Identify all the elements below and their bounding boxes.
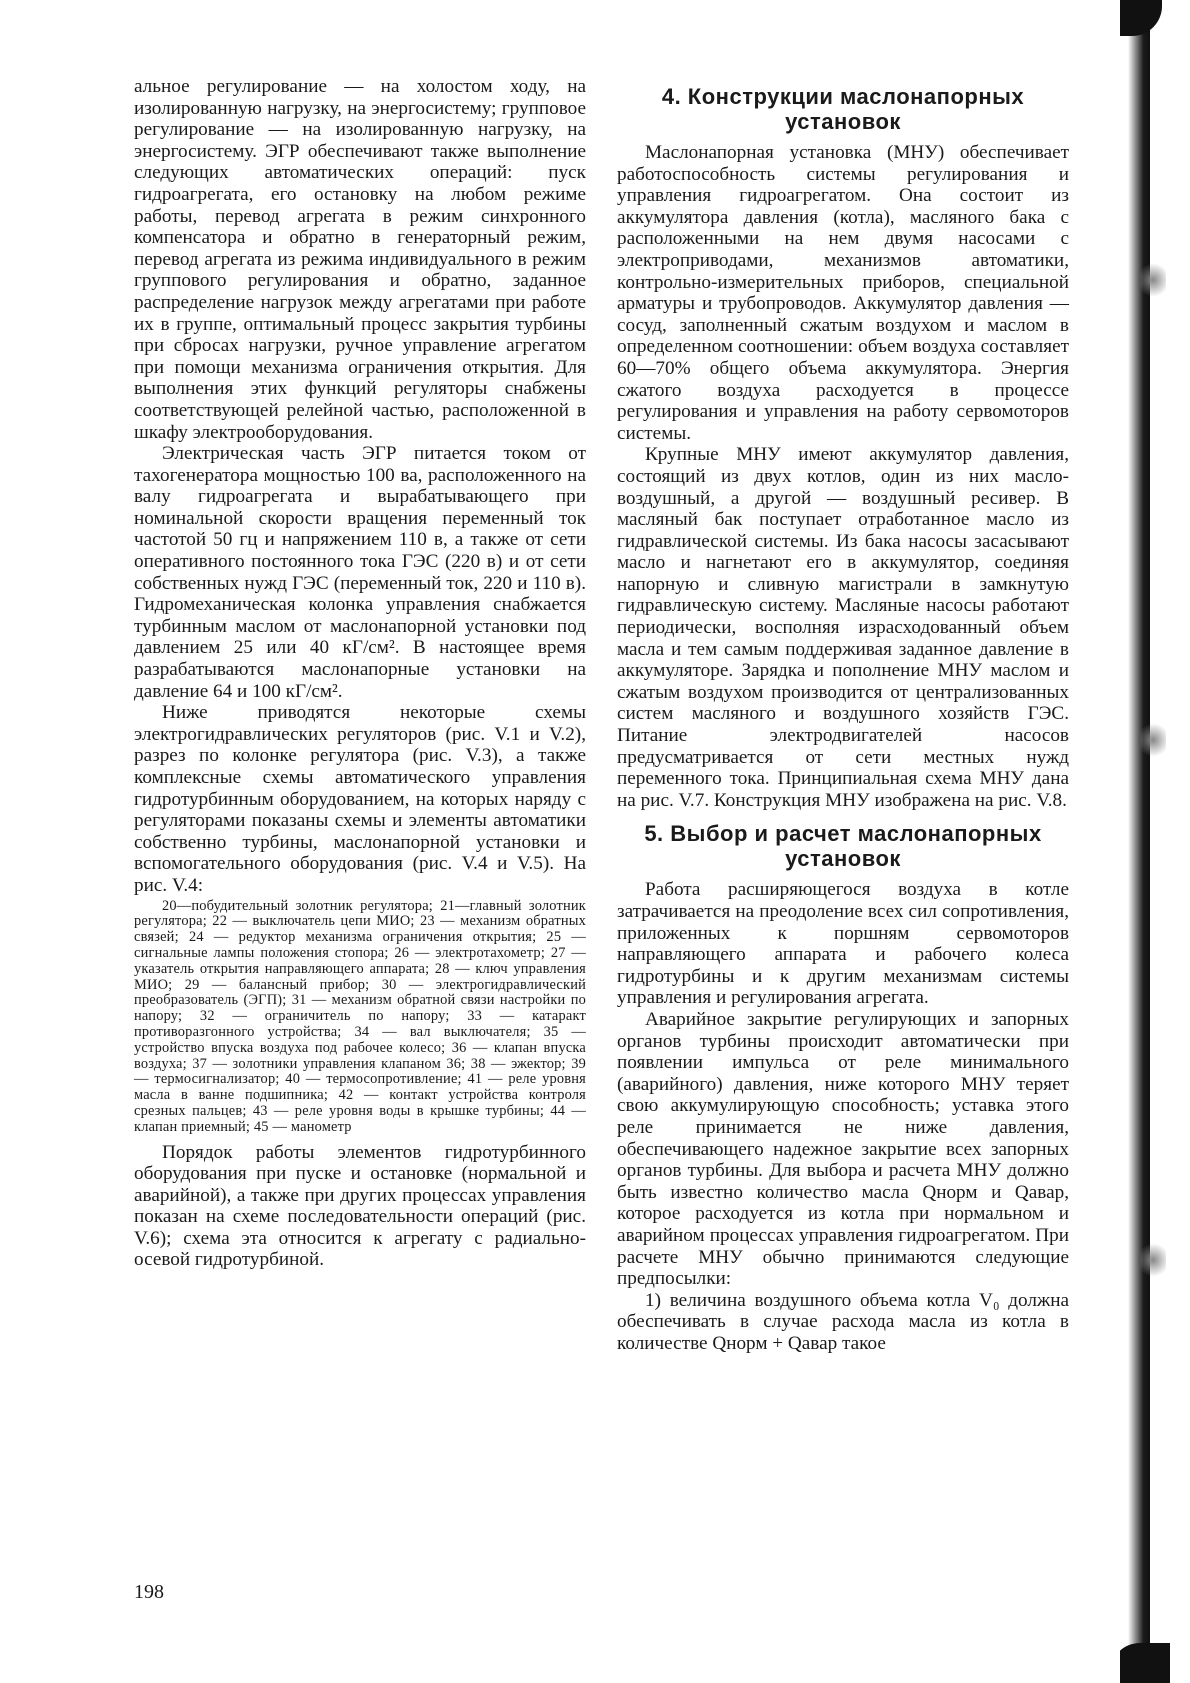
body-paragraph: альное регулирование — на холостом ходу, на изолированную нагрузку, на энергосистему; групповое регулирование — на изолированную нагрузку, на энергосистему. ЭГР обеспечивают также выполнение следующих автоматических операций: пуск гидроагрегата, его остановку на любом режиме работы, перевод агрегата в режим синхронного компенсатора и обратно в генераторный режим, перевод агрегата из режима индивидуального в режим группового регулирования и обратно, заданное распределение нагрузок между агрегатами при работе их в группе, оптимальный процесс закрытия турбины при сбросах нагрузки, ручное управление агрегатом при помощи механизма ограничения открытия. Для выполнения этих функций регуляторы снабжены соответствующей релейной частью, расположенной в шкафу электрооборудования. bbox=[134, 76, 586, 443]
right-column bbox=[617, 76, 1069, 1354]
edge-speck bbox=[1140, 260, 1166, 300]
edge-speck bbox=[1140, 1240, 1166, 1280]
body-paragraph: 1) величина воздушного объема котла V₀ должна обеспечивать в случае расхода масла из котла в количестве Qнорм + Qавар такое bbox=[617, 1289, 1069, 1354]
edge-speck bbox=[1140, 720, 1166, 760]
body-paragraph: Ниже приводятся некоторые схемы электрогидравлических регуляторов (рис. V.1 и V.2), разрез по колонке регулятора (рис. V.3), а также комплексные схемы автоматического управления гидротурбинным оборудованием, на которых наряду с регуляторами показаны схемы и элементы автоматики собственно турбины, маслонапорной установки и вспомогательного оборудования (рис. V.4 и V.5). На рис. V.4: bbox=[134, 702, 586, 896]
edge-blot-top bbox=[1120, 0, 1162, 36]
figure-legend: 20—побудительный золотник регулятора; 21—главный золотник регулятора; 22 — выключатель цепи МИО; 23 — механизм обратных связей; 24 — редуктор механизма ограничения открытия; 25 — сигнальные лампы положения стопора; 26 — электротахометр; 27 — указатель открытия направляющего аппарата; 28 — ключ управления МИО; 29 — балансный прибор; 30 — электрогидравлический преобразователь (ЭГП); 31 — механизм обратной связи настройки по напору; 32 — ограничитель по напору; 33 — катаракт противоразгонного устройства; 34 — вал выключателя; 35 — устройство впуска воздуха под рабочее колесо; 36 — клапан впуска воздуха; 37 — золотники управления клапаном 36; 38 — эжектор; 39 — термосигнализатор; 40 — термосопротивление; 41 — реле уровня масла в ванне подшипника; 42 — контакт устройства контроля срезных пальцев; 43 — реле уровня воды в крышке турбины; 44 — клапан приемный; 45 — манометр bbox=[134, 897, 586, 1135]
body-paragraph: Работа расширяющегося воздуха в котле затрачивается на преодоление всех сил сопротивления, приложенных к поршням сервомоторов направляющего аппарата и рабочего колеса гидротурбины и к другим механизмам системы управления и регулирования агрегата. bbox=[617, 879, 1069, 1009]
scan-edge-shadow bbox=[1120, 0, 1190, 1683]
body-paragraph: Порядок работы элементов гидротурбинного оборудования при пуске и остановке (нормальной и аварийной), а также при других процессах управления показан на схеме последовательности операций (рис. V.6); схема эта относится к агрегату с радиально-осевой гидротурбиной. bbox=[134, 1141, 586, 1271]
section-heading: 4. Конструкции маслонапорных установок bbox=[661, 84, 1025, 134]
page-number: 198 bbox=[134, 1581, 164, 1603]
section-heading: 5. Выбор и расчет маслонапорных установок bbox=[644, 821, 1042, 872]
body-paragraph: Аварийное закрытие регулирующих и запорных органов турбины происходит автоматически при появлении импульса от реле минимального (аварийного) давления, ниже которого МНУ теряет свою аккумулирующую способность; уставка этого реле принимается не ниже давления, обеспечивающего надежное закрытие всех запорных органов турбины. Для выбора и расчета МНУ должно быть известно количество масла Qнорм и Qавар, которое расходуется из котла при нормальном и аварийном процессах управления гидроагрегатом. При расчете МНУ обычно принимаются следующие предпосылки: bbox=[617, 1008, 1069, 1290]
body-paragraph: Электрическая часть ЭГР питается током от тахогенератора мощностью 100 ва, расположенного на валу гидроагрегата и вырабатывающего при номинальной скорости вращения переменный ток частотой 50 гц и напряжением 110 в, а также от сети оперативного постоянного тока ГЭС (220 в) и от сети собственных нужд ГЭС (переменный ток, 220 и 110 в). Гидромеханическая колонка управления снабжается турбинным маслом от маслонапорной установки под давлением 25 или 40 кГ/см². В настоящее время разрабатываются маслонапорные установки на давление 64 и 100 кГ/см². bbox=[134, 443, 586, 702]
left-column bbox=[134, 76, 586, 1271]
body-paragraph: Маслонапорная установка (МНУ) обеспечивает работоспособность системы регулирования и управления гидроагрегатом. Она состоит из аккумулятора давления (котла), масляного бака с расположенными на нем двумя насосами с электроприводами, механизмов автоматики, контрольно-измерительных приборов, специальной арматуры и трубопроводов. Аккумулятор давления — сосуд, заполненный сжатым воздухом и маслом в определенном соотношении: объем воздуха составляет 60—70% общего объема аккумулятора. Энергия сжатого воздуха расходуется в процессе регулирования и управления на работу сервомоторов системы. bbox=[617, 142, 1069, 444]
edge-blot-bottom bbox=[1120, 1643, 1170, 1683]
binding-edge bbox=[1128, 0, 1150, 1683]
body-paragraph: Крупные МНУ имеют аккумулятор давления, состоящий из двух котлов, один из них масло-воздушный, а другой — воздушный ресивер. В масляный бак поступает отработанное масло из гидравлической системы. Из бака насосы засасывают масло и нагнетают его в аккумулятор, соединяя напорную и сливную магистрали в замкнутую гидравлическую систему. Масляные насосы работают периодически, восполняя израсходованный объем масла и тем самым поддерживая заданное давление в аккумуляторе. Зарядка и пополнение МНУ маслом и сжатым воздухом производится от централизованных систем масляного и воздушного хозяйств ГЭС. Питание электродвигателей насосов предусматривается от сети местных нужд переменного тока. Принципиальная схема МНУ дана на рис. V.7. Конструкция МНУ изображена на рис. V.8. bbox=[617, 444, 1069, 811]
